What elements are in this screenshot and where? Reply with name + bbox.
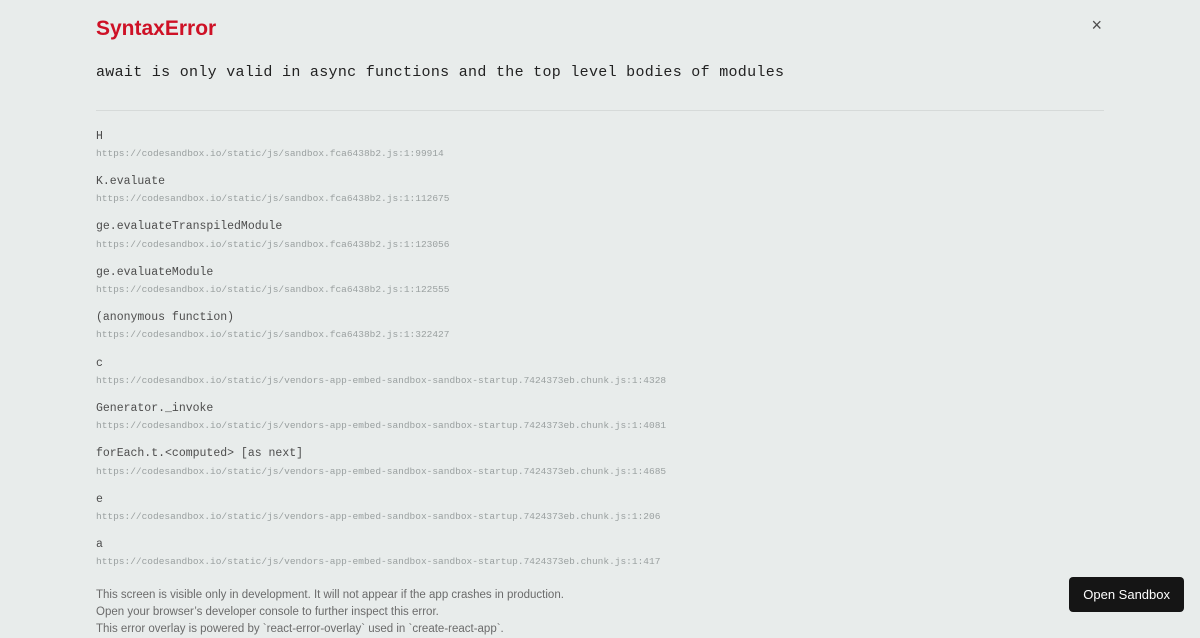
stack-frame-location[interactable]: https://codesandbox.io/static/js/sandbox.fca6438b2.js:1:123056 <box>96 238 450 250</box>
footer-note-development: This screen is visible only in development. It will not appear if the app crashes in production. <box>96 588 564 601</box>
stack-frame-location[interactable]: https://codesandbox.io/static/js/sandbox.fca6438b2.js:1:112675 <box>96 193 450 205</box>
stack-frame-location[interactable]: https://codesandbox.io/static/js/sandbox.fca6438b2.js:1:122555 <box>96 283 450 295</box>
overlay-footer <box>96 587 1104 638</box>
overlay-header <box>96 12 1104 41</box>
stack-frame <box>96 219 1104 250</box>
stack-frame <box>96 492 1104 523</box>
stack-frame-function: Generator._invoke <box>96 402 214 416</box>
stack-frame-location[interactable]: https://codesandbox.io/static/js/vendors-app-embed-sandbox-sandbox-startup.7424373eb.chunk.js:1:4081 <box>96 420 667 432</box>
stack-frame-function: a <box>96 538 103 552</box>
stack-frame-function: K.evaluate <box>96 175 166 189</box>
footer-note-console: Open your browser’s developer console to further inspect this error. <box>96 605 439 618</box>
stack-frame <box>96 356 1104 387</box>
stack-frame-function: c <box>96 356 103 370</box>
stack-frame-location[interactable]: https://codesandbox.io/static/js/sandbox.fca6438b2.js:1:322427 <box>96 329 450 341</box>
stack-frame <box>96 265 1104 296</box>
stack-frame-function: H <box>96 129 103 143</box>
error-title: SyntaxError <box>96 17 217 40</box>
stack-frame-function: ge.evaluateTranspiledModule <box>96 220 283 234</box>
stack-frame-location[interactable]: https://codesandbox.io/static/js/vendors-app-embed-sandbox-sandbox-startup.7424373eb.chunk.js:1:4328 <box>96 374 667 386</box>
close-icon[interactable]: × <box>1089 12 1104 38</box>
stack-frame-location[interactable]: https://codesandbox.io/static/js/sandbox.fca6438b2.js:1:99914 <box>96 147 444 159</box>
stack-frame-location[interactable]: https://codesandbox.io/static/js/vendors-app-embed-sandbox-sandbox-startup.7424373eb.chunk.js:1:206 <box>96 510 661 522</box>
stack-frame-function: (anonymous function) <box>96 311 235 325</box>
stack-frame-function: forEach.t.<computed> [as next] <box>96 447 304 461</box>
footer-note-powered-by: This error overlay is powered by `react-error-overlay` used in `create-react-app`. <box>96 623 504 636</box>
stack-frame-location[interactable]: https://codesandbox.io/static/js/vendors-app-embed-sandbox-sandbox-startup.7424373eb.chunk.js:1:4685 <box>96 465 667 477</box>
stack-frame <box>96 129 1104 160</box>
open-sandbox-button[interactable]: Open Sandbox <box>1069 577 1184 612</box>
stack-frame-location[interactable]: https://codesandbox.io/static/js/vendors-app-embed-sandbox-sandbox-startup.7424373eb.chunk.js:1:417 <box>96 556 661 568</box>
stack-frame <box>96 537 1104 568</box>
error-message: await is only valid in async functions and the top level bodies of modules <box>96 64 785 82</box>
divider <box>96 110 1104 111</box>
stack-frame <box>96 310 1104 341</box>
stack-frame <box>96 446 1104 477</box>
stack-frame-function: e <box>96 492 103 506</box>
stack-frame <box>96 401 1104 432</box>
stack-frame-function: ge.evaluateModule <box>96 265 214 279</box>
stack-trace <box>96 129 1104 569</box>
stack-frame <box>96 174 1104 205</box>
